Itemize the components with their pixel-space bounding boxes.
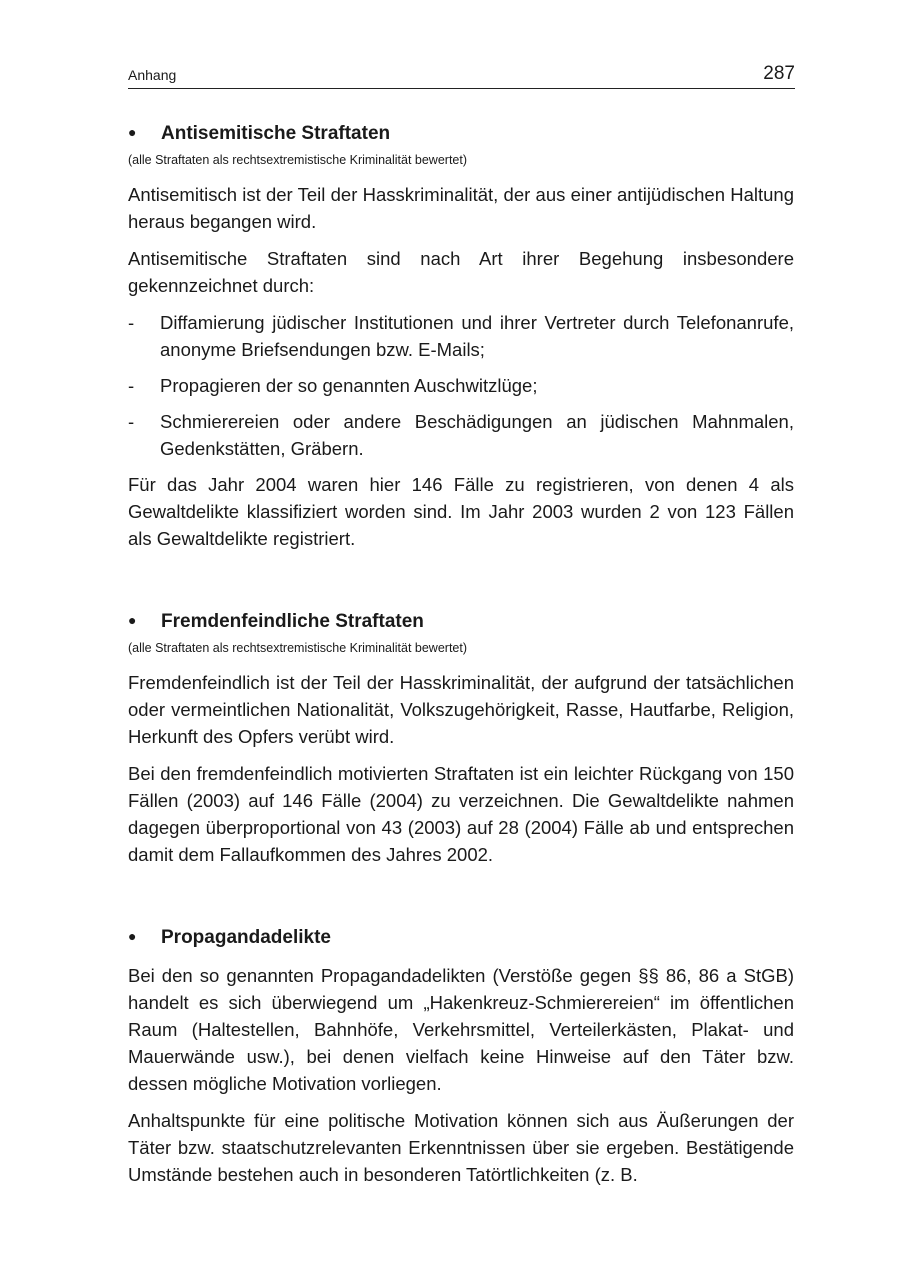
section-spacer xyxy=(128,562,794,606)
bullet-icon: ● xyxy=(128,928,137,944)
page-number: 287 xyxy=(763,63,795,84)
paragraph: Antisemitisch ist der Teil der Hasskriminalität, der aus einer antijüdischen Haltung heraus begangen wird. xyxy=(128,184,794,232)
paragraph: Anhaltspunkte für eine politische Motivation können sich aus Äußerungen der Täter bzw. staatschutzrelevanten Erkenntnissen über sie ergeben. Bestätigende Umstände bestehen auch in besonderen Tatörtlichkeiten (z. B. xyxy=(128,1110,794,1185)
section-note: (alle Straftaten als rechtsextremistische Kriminalität bewertet) xyxy=(128,641,468,655)
paragraph: Bei den fremdenfeindlich motivierten Straftaten ist ein leichter Rückgang von 150 Fällen (2003) auf 146 Fälle (2004) zu verzeichnen. Die Gewaltdelikte nahmen dagegen überproportional von 43 (2003) auf 28 (2004) Fälle ab und entsprechen damit dem Fallaufkommen des Jahres 2002. xyxy=(128,763,794,865)
page-content xyxy=(128,118,794,1198)
dash-icon: - xyxy=(128,312,135,333)
header-section-title: Anhang xyxy=(128,67,177,83)
section-antisemitische-straftaten xyxy=(128,118,794,552)
section-heading xyxy=(128,606,794,638)
list-item-text: Schmierereien oder andere Beschädigungen an jüdischen Mahnmalen, Gedenkstätten, Gräbern. xyxy=(160,411,794,459)
page-header xyxy=(128,60,795,89)
section-note: (alle Straftaten als rechtsextremistische Kriminalität bewertet) xyxy=(128,153,468,167)
section-heading xyxy=(128,118,794,150)
dash-icon: - xyxy=(128,411,135,432)
dash-icon: - xyxy=(128,375,135,396)
section-propagandadelikte xyxy=(128,922,794,1188)
paragraph: Für das Jahr 2004 waren hier 146 Fälle zu registrieren, von denen 4 als Gewaltdelikte klassifiziert worden sind. Im Jahr 2003 wurden 2 von 123 Fällen als Gewaltdelikte registriert. xyxy=(128,474,794,549)
section-title: Propagandadelikte xyxy=(161,927,331,948)
section-title: Fremdenfeindliche Straftaten xyxy=(161,611,424,632)
list-item xyxy=(128,309,794,363)
bullet-icon: ● xyxy=(128,124,137,140)
list-item-text: Diffamierung jüdischer Institutionen und ihrer Vertreter durch Telefonanrufe, anonyme Briefsendungen bzw. E-Mails; xyxy=(160,312,794,360)
paragraph: Fremdenfeindlich ist der Teil der Hasskriminalität, der aufgrund der tatsächlichen oder vermeintlichen Nationalität, Volkszugehörigkeit, Rasse, Hautfarbe, Religion, Herkunft des Opfers verübt wird. xyxy=(128,672,794,747)
paragraph: Antisemitische Straftaten sind nach Art ihrer Begehung insbesondere gekennzeichnet durch: xyxy=(128,248,794,296)
section-spacer xyxy=(128,878,794,922)
paragraph: Bei den so genannten Propagandadelikten (Verstöße gegen §§ 86, 86 a StGB) handelt es sich überwiegend um „Hakenkreuz-Schmierereien“ im öffentlichen Raum (Haltestellen, Bahnhöfe, Verkehrsmittel, Verteilerkästen, Plakat- und Mauerwände usw.), bei denen vielfach keine Hinweise auf den Täter bzw. dessen mögliche Motivation vorliegen. xyxy=(128,965,794,1094)
section-heading xyxy=(128,922,794,954)
list-item-text: Propagieren der so genannten Auschwitzlüge; xyxy=(160,375,538,396)
list-item xyxy=(128,408,794,462)
section-fremdenfeindliche-straftaten xyxy=(128,606,794,868)
list-item xyxy=(128,372,794,399)
section-title: Antisemitische Straftaten xyxy=(161,123,391,144)
dash-list xyxy=(128,309,794,462)
bullet-icon: ● xyxy=(128,612,137,628)
